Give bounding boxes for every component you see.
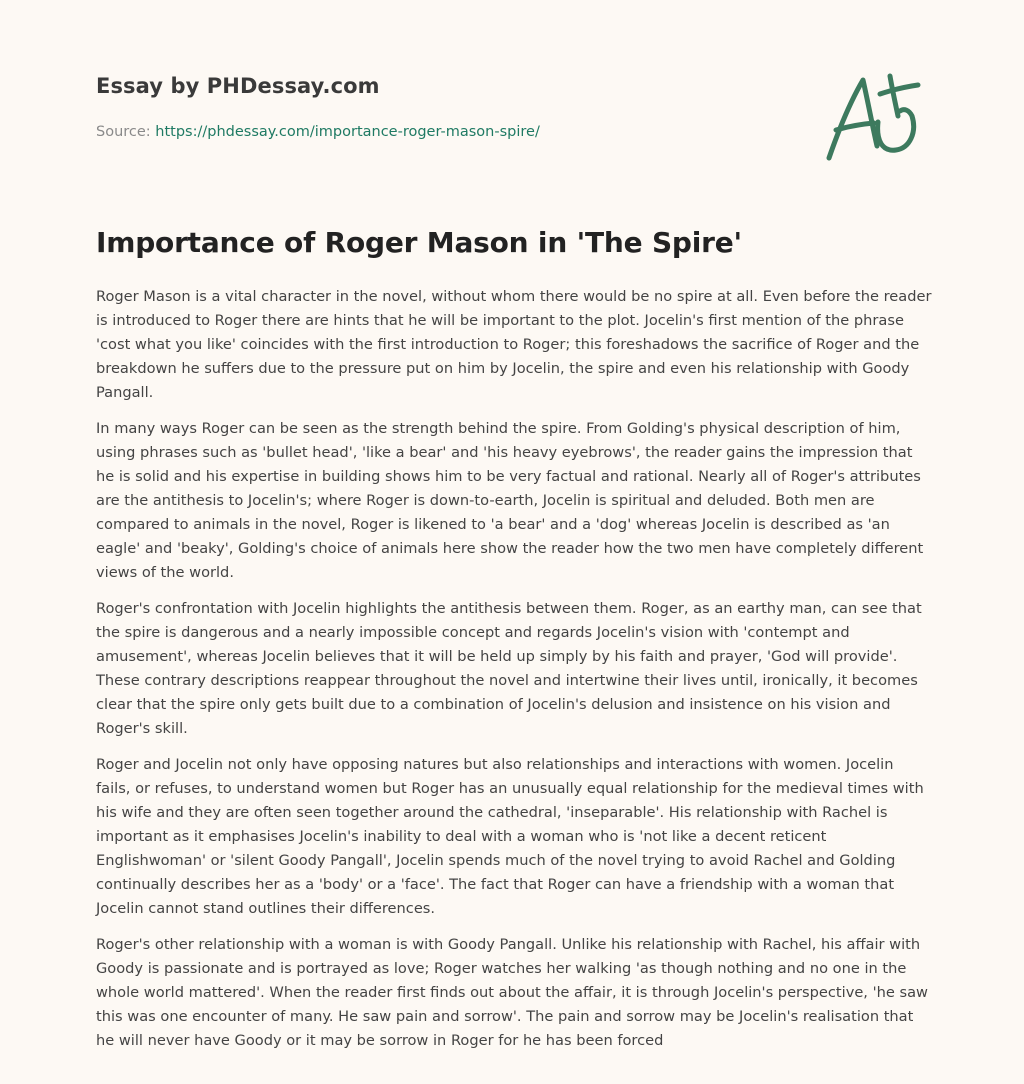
source-link[interactable]: https://phdessay.com/importance-roger-mason-spire/ bbox=[155, 124, 540, 140]
article-paragraph: Roger's other relationship with a woman is with Goody Pangall. Unlike his relationship with Rachel, his affair with Goody is passionate and is portrayed as love; Roger watches her walking 'as though nothing and no one in the whole world mattered'. When the reader first finds out about the affair, it is through Jocelin's perspective, 'he saw this was one encounter of many. He saw pain and sorrow'. The pain and sorrow may be Jocelin's realisation that he will never have Goody or it may be sorrow in Roger for he has been forced bbox=[96, 936, 928, 1049]
source-label: Source: bbox=[96, 124, 156, 140]
site-brand: Essay by PHDessay.com bbox=[96, 74, 380, 98]
article-paragraph: Roger's confrontation with Jocelin highlights the antithesis between them. Roger, as an earthy man, can see that the spire is dangerous and a nearly impossible concept and regards Jocelin's vision with 'contempt and amusement', whereas Jocelin believes that it will be held up simply by his faith and prayer, 'God will provide'. These contrary descriptions reappear throughout the novel and intertwine their lives until, ironically, it becomes clear that the spire only gets built due to a combination of Jocelin's delusion and insistence on his vision and Roger's skill. bbox=[96, 600, 922, 737]
a-plus-logo-icon bbox=[820, 66, 930, 166]
article-paragraph: In many ways Roger can be seen as the strength behind the spire. From Golding's physical description of him, using phrases such as 'bullet head', 'like a bear' and 'his heavy eyebrows', the reader gains the impression that he is solid and his expertise in building shows him to be very factual and rational. Nearly all of Roger's attributes are the antithesis to Jocelin's; where Roger is down-to-earth, Jocelin is spiritual and deluded. Both men are compared to animals in the novel, Roger is likened to 'a bear' and a 'dog' whereas Jocelin is described as 'an eagle' and 'beaky', Golding's choice of animals here show the reader how the two men have completely different views of the world. bbox=[96, 420, 924, 581]
site-header bbox=[96, 74, 696, 98]
article-paragraph: Roger and Jocelin not only have opposing natures but also relationships and interactions with women. Jocelin fails, or refuses, to understand women but Roger has an unusually equal relationship for the medieval times with his wife and they are often seen together around the cathedral, 'inseparable'. His relationship with Rachel is important as it emphasises Jocelin's inability to deal with a woman who is 'not like a decent reticent Englishwoman' or 'silent Goody Pangall', Jocelin spends much of the novel trying to avoid Rachel and Golding continually describes her as a 'body' or a 'face'. The fact that Roger can have a friendship with a woman that Jocelin cannot stand outlines their differences. bbox=[96, 756, 924, 917]
article-body bbox=[96, 285, 932, 1065]
article-paragraph: Roger Mason is a vital character in the novel, without whom there would be no spire at all. Even before the reader is introduced to Roger there are hints that he will be important to the plot. Jocelin's first mention of the phrase 'cost what you like' coincides with the first introduction to Roger; this foreshadows the sacrifice of Roger and the breakdown he suffers due to the pressure put on him by Jocelin, the spire and even his relationship with Goody Pangall. bbox=[96, 288, 932, 401]
source-line bbox=[96, 124, 540, 140]
article-title: Importance of Roger Mason in 'The Spire' bbox=[96, 226, 742, 259]
